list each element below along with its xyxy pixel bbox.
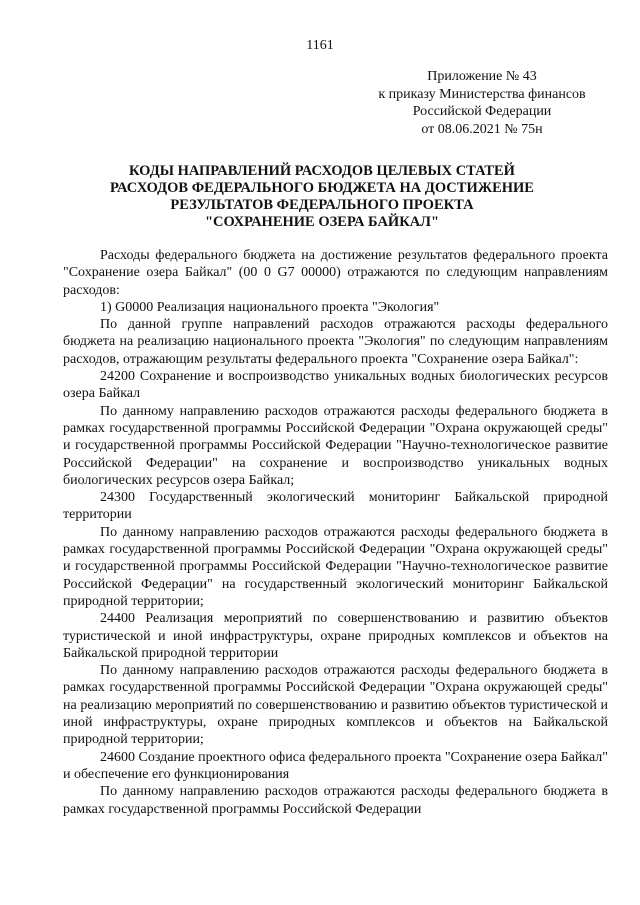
title-line-4: "СОХРАНЕНИЕ ОЗЕРА БАЙКАЛ" [204, 214, 440, 230]
code-24300-heading: 24300 Государственный экологический мониторинг Байкальской природной территории [63, 490, 608, 523]
code-24300-description: По данному направлению расходов отражаются расходы федерального бюджета в рамках государственной программы Российской Федерации "Охрана окружающей среды" и государственной программы Российской Федерации "Научно-технологическое развитие Российской Федерации" на государственный экологический мониторинг Байкальской природной территории; [63, 524, 608, 609]
page-number: 1161 [306, 38, 334, 53]
document-title [80, 163, 564, 231]
appendix-reference [362, 68, 602, 138]
code-24400-heading: 24400 Реализация мероприятий по совершенствованию и развитию объектов туристической и иной инфраструктуры, охране природных комплексов и объектов на Байкальской природной территории [63, 611, 608, 661]
appendix-authority: Российской Федерации [412, 104, 552, 119]
appendix-order: к приказу Министерства финансов [378, 86, 586, 102]
intro-paragraph: Расходы федерального бюджета на достижение результатов федерального проекта "Сохранение озера Байкал" (00 0 G7 00000) отражаются по следующим направлениям расходов: [63, 248, 608, 298]
document-body [63, 247, 608, 818]
title-line-1: КОДЫ НАПРАВЛЕНИЙ РАСХОДОВ ЦЕЛЕВЫХ СТАТЕЙ [129, 163, 515, 179]
code-24600-description: По данному направлению расходов отражаются расходы федерального бюджета в рамках государственной программы Российской Федерации [63, 784, 608, 817]
appendix-date: от 08.06.2021 № 75н [421, 121, 543, 137]
group-heading-g0000: 1) G0000 Реализация национального проекта "Экология" [100, 299, 440, 315]
title-line-2: РАСХОДОВ ФЕДЕРАЛЬНОГО БЮДЖЕТА НА ДОСТИЖЕНИЕ [110, 180, 534, 196]
code-24600-heading: 24600 Создание проектного офиса федерального проекта "Сохранение озера Байкал" и обеспечение его функционирования [63, 749, 608, 782]
title-line-3: РЕЗУЛЬТАТОВ ФЕДЕРАЛЬНОГО ПРОЕКТА [170, 197, 474, 213]
code-24200-description: По данному направлению расходов отражаются расходы федерального бюджета в рамках государственной программы Российской Федерации "Охрана окружающей среды" и государственной программы Российской Федерации "Научно-технологическое развитие Российской Федерации" на сохранение и воспроизводство уникальных водных биологических ресурсов озера Байкал; [63, 403, 608, 488]
code-24400-description: По данному направлению расходов отражаются расходы федерального бюджета в рамках государственной программы Российской Федерации "Охрана окружающей среды" на реализацию мероприятий по совершенствованию и развитию объектов туристической и иной инфраструктуры, охране природных комплексов и объектов на Байкальской природной территории; [63, 663, 608, 748]
appendix-number: Приложение № 43 [427, 69, 537, 84]
group-description: По данной группе направлений расходов отражаются расходы федерального бюджета на реализацию национального проекта "Экология" по следующим направлениям расходов, отражающим результаты федерального проекта "Сохранение озера Байкал": [63, 317, 608, 367]
code-24200-heading: 24200 Сохранение и воспроизводство уникальных водных биологических ресурсов озера Байкал [63, 369, 608, 402]
